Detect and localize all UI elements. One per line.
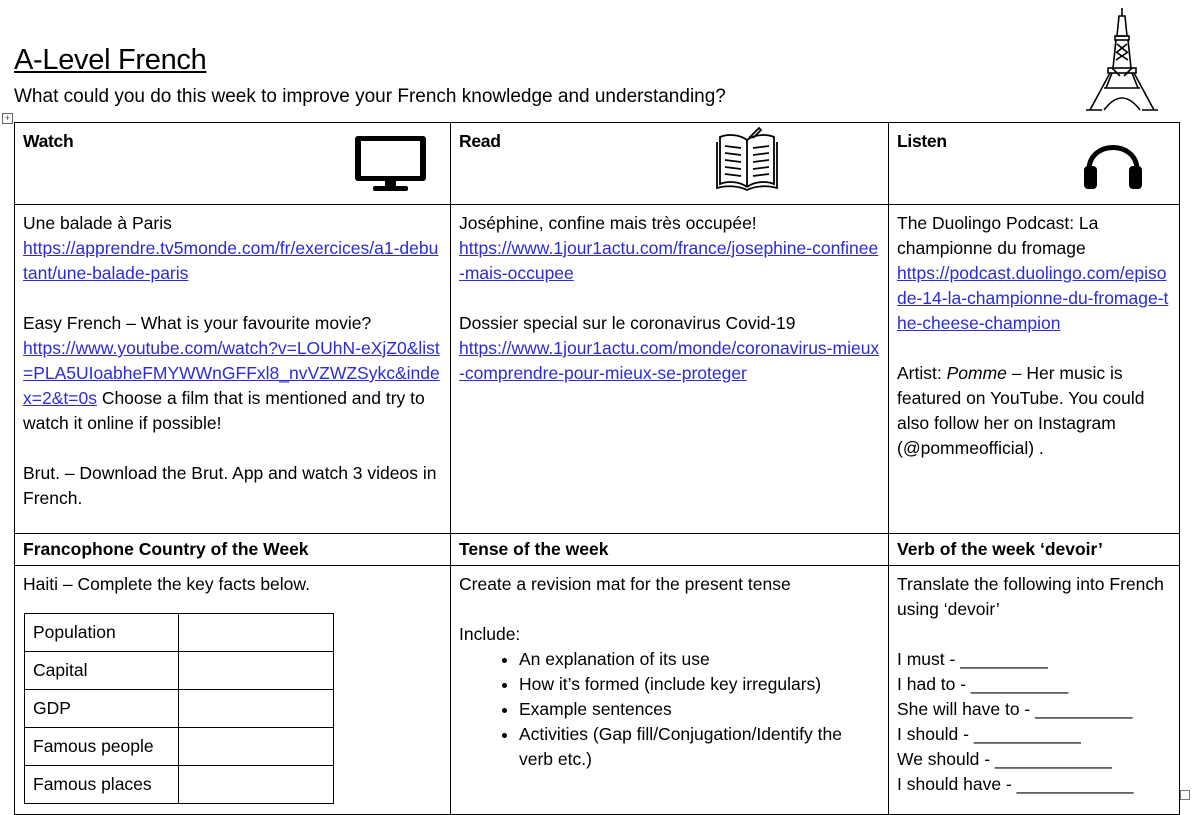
watch-item3-text: Brut. – Download the Brut. App and watch 3 videos in French. <box>23 463 437 508</box>
read-content-cell <box>451 205 889 534</box>
tense-bullet-list <box>459 647 880 772</box>
listen-label: Listen <box>897 131 947 151</box>
monitor-icon <box>354 135 427 193</box>
verb-line: I should have - ____________ <box>897 774 1134 794</box>
verb-line: I must - _________ <box>897 649 1048 669</box>
watch-label: Watch <box>23 131 74 151</box>
read-item2-link[interactable]: https://www.1jour1actu.com/monde/coronavirus-mieux-comprendre-pour-mieux-se-proteger <box>459 338 880 383</box>
watch-content-cell <box>15 205 451 534</box>
read-header-cell <box>451 123 889 205</box>
fact-label: Population <box>25 614 179 652</box>
country-content-cell <box>15 566 451 815</box>
tense-header: Tense of the week <box>451 534 889 566</box>
country-intro: Haiti – Complete the key facts below. <box>23 574 310 594</box>
headphones-icon <box>1083 138 1143 190</box>
list-item: • How it’s formed (include key irregulars) <box>519 672 880 697</box>
table-row <box>25 652 334 690</box>
activity-table <box>14 122 1180 815</box>
table-row <box>25 690 334 728</box>
table-resize-handle[interactable] <box>1180 790 1190 800</box>
listen-header-cell <box>889 123 1180 205</box>
watch-item1-link[interactable]: https://apprendre.tv5monde.com/fr/exercices/a1-debutant/une-balade-paris <box>23 238 439 283</box>
fact-label: Capital <box>25 652 179 690</box>
listen-content-cell <box>889 205 1180 534</box>
listen-item1-title: The Duolingo Podcast: La championne du fromage <box>897 213 1099 258</box>
table-row <box>25 728 334 766</box>
fact-value-cell[interactable] <box>179 766 334 804</box>
listen-item1-link[interactable]: https://podcast.duolingo.com/episode-14-la-championne-du-fromage-the-cheese-champion <box>897 263 1169 333</box>
fact-label: Famous places <box>25 766 179 804</box>
eiffel-tower-icon <box>1082 6 1162 114</box>
list-item: • Activities (Gap fill/Conjugation/Identify the verb etc.) <box>519 722 880 772</box>
page-title: A-Level French <box>14 44 207 76</box>
artist-text: – Her music is featured on YouTube. You could also follow her on Instagram (@pommeofficial) . <box>897 363 1145 458</box>
artist-prefix: Artist: <box>897 363 947 383</box>
list-item: • Example sentences <box>519 697 880 722</box>
table-row <box>25 766 334 804</box>
artist-name: Pomme <box>946 363 1007 383</box>
verb-intro: Translate the following into French using ‘devoir’ <box>897 574 1164 619</box>
fact-label: Famous people <box>25 728 179 766</box>
list-item: • An explanation of its use <box>519 647 880 672</box>
verb-line: She will have to - __________ <box>897 699 1133 719</box>
watch-item2-text: Choose a film that is mentioned and try to watch it online if possible! <box>23 388 425 433</box>
table-row <box>25 614 334 652</box>
watch-header-cell <box>15 123 451 205</box>
open-book-icon <box>715 126 779 192</box>
read-item2-title: Dossier special sur le coronavirus Covid-19 <box>459 313 796 333</box>
verb-content-cell <box>889 566 1180 815</box>
fact-value-cell[interactable] <box>179 652 334 690</box>
tense-content-cell <box>451 566 889 815</box>
verb-line: We should - ____________ <box>897 749 1112 769</box>
watch-item1-title: Une balade à Paris <box>23 213 172 233</box>
watch-item2-title: Easy French – What is your favourite movie? <box>23 313 372 333</box>
fact-value-cell[interactable] <box>179 690 334 728</box>
tense-include: Include: <box>459 624 521 644</box>
verb-line: I had to - __________ <box>897 674 1069 694</box>
fact-value-cell[interactable] <box>179 728 334 766</box>
fact-value-cell[interactable] <box>179 614 334 652</box>
fact-label: GDP <box>25 690 179 728</box>
read-label: Read <box>459 131 501 151</box>
key-facts-table <box>24 613 334 804</box>
verb-line: I should - ___________ <box>897 724 1081 744</box>
listen-artist <box>897 361 1171 461</box>
read-item1-title: Joséphine, confine mais très occupée! <box>459 213 757 233</box>
country-header: Francophone Country of the Week <box>15 534 451 566</box>
verb-header: Verb of the week ‘devoir’ <box>889 534 1180 566</box>
page-subtitle: What could you do this week to improve your French knowledge and understanding? <box>14 86 726 107</box>
watch-item2-link[interactable]: https://www.youtube.com/watch?v=LOUhN-eXjZ0&list=PLA5UIoabheFMYWWnGFFxl8_nvVZWZSykc&index=2&t=0s <box>23 338 440 408</box>
table-move-handle[interactable]: + <box>2 113 13 124</box>
tense-intro: Create a revision mat for the present tense <box>459 574 791 594</box>
read-item1-link[interactable]: https://www.1jour1actu.com/france/josephine-confinee-mais-occupee <box>459 238 879 283</box>
